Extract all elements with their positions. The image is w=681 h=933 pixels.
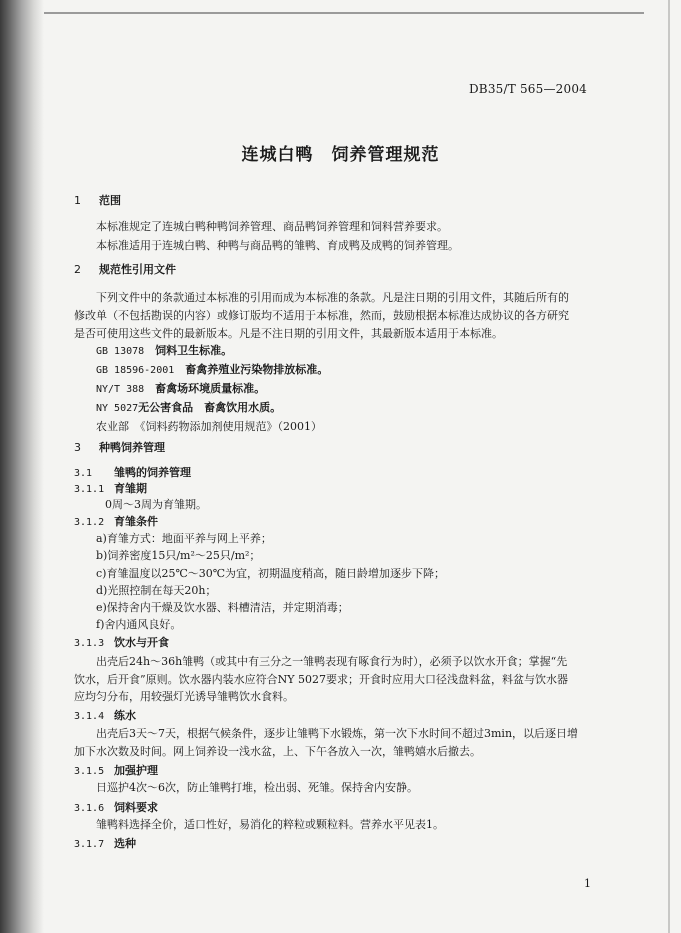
subsection-3-1-4-heading: 3.1.4 练水 xyxy=(74,709,136,722)
list-item: c)育雏温度以25℃～30℃为宜，初期温度稍高，随日龄增加逐步下降； xyxy=(96,567,446,580)
paragraph: 加下水次数及时间。网上饲养设一浅水盆，上、下午各放入一次，雏鸭嬉水后撤去。 xyxy=(74,745,481,758)
section-3-heading xyxy=(74,440,165,455)
section-number: 1 xyxy=(74,194,81,207)
section-number: 3 xyxy=(74,441,81,454)
reference-item: 农业部 《饲料药物添加剂使用规范》（2001） xyxy=(96,420,322,433)
reference-item: NY/T 388 畜禽场环境质量标准。 xyxy=(96,382,266,395)
list-item: b)饲养密度15只/m²～25只/m²； xyxy=(96,549,261,562)
list-item: d)光照控制在每天20h； xyxy=(96,584,217,597)
subsection-3-1-1-heading: 3.1.1 育雏期 xyxy=(74,482,147,495)
reference-item: GB 13078 饲料卫生标准。 xyxy=(96,344,233,357)
paragraph: 修改单（不包括勘误的内容）或修订版均不适用于本标准，然而，鼓励根据本标准达成协议的各方研究 xyxy=(74,309,569,322)
paragraph: 出壳后3天～7天，根据气候条件，逐步让雏鸭下水锻炼，第一次下水时间不超过3min，以后逐日增 xyxy=(96,727,579,740)
paragraph: 饮水，后开食”原则。饮水器内装水应符合NY 5027要求；开食时应用大口径浅盘料盆，料盆与饮水器 xyxy=(74,673,568,686)
paragraph: 雏鸭料选择全价，适口性好，易消化的粹粒或颗粒料。营养水平见表1。 xyxy=(96,818,444,831)
subsection-3-1-2-heading: 3.1.2 育雏条件 xyxy=(74,515,158,528)
paragraph: 本标准适用于连城白鸭、种鸭与商品鸭的雏鸭、育成鸭及成鸭的饲养管理。 xyxy=(96,239,459,252)
scan-top-edge xyxy=(44,12,644,14)
paragraph: 应均匀分布，用较强灯光诱导雏鸭饮水食料。 xyxy=(74,690,294,703)
list-item: f)舍内通风良好。 xyxy=(96,618,182,631)
paragraph: 本标准规定了连城白鸭种鸭饲养管理、商品鸭饲养管理和饲料营养要求。 xyxy=(96,220,448,233)
list-item: a)育雏方式：地面平养与网上平养； xyxy=(96,532,272,545)
document-code: DB35/T 565—2004 xyxy=(468,82,587,96)
subsection-3-1-7-heading: 3.1.7 选种 xyxy=(74,837,136,850)
section-number: 2 xyxy=(74,263,81,276)
reference-item: GB 18596-2001 畜禽养殖业污染物排放标准。 xyxy=(96,363,329,376)
subsection-3-1-5-heading: 3.1.5 加强护理 xyxy=(74,764,158,777)
subsection-3-1-3-heading: 3.1.3 饮水与开食 xyxy=(74,636,169,649)
paragraph: 0周～3周为育雏期。 xyxy=(105,498,207,511)
section-1-heading xyxy=(74,193,121,208)
paragraph: 出壳后24h～36h雏鸭（或其中有三分之一雏鸭表现有啄食行为时），必须予以饮水开食；掌握“先 xyxy=(96,655,568,668)
subsection-3-1-6-heading: 3.1.6 饲料要求 xyxy=(74,801,158,814)
paragraph: 日巡护4次～6次，防止雏鸭打堆，检出弱、死雏。保持舍内安静。 xyxy=(96,781,418,794)
paragraph: 是否可使用这些文件的最新版本。凡是不注日期的引用文件，其最新版本适用于本标准。 xyxy=(74,327,503,340)
document-title: 连城白鸭 饲养管理规范 xyxy=(241,145,440,165)
subsection-3-1-heading: 3.1 雏鸭的饲养管理 xyxy=(74,466,191,479)
paragraph: 下列文件中的条款通过本标准的引用而成为本标准的条款。凡是注日期的引用文件，其随后所有的 xyxy=(96,291,569,304)
section-title: 规范性引用文件 xyxy=(99,263,176,276)
section-title: 种鸭饲养管理 xyxy=(99,441,165,454)
list-item: e)保持舍内干燥及饮水器、料槽清洁，并定期消毒； xyxy=(96,601,349,614)
reference-item: NY 5027无公害食品 畜禽饮用水质。 xyxy=(96,401,282,414)
section-title: 范围 xyxy=(99,194,121,207)
section-2-heading xyxy=(74,262,176,277)
page-number: 1 xyxy=(584,877,591,890)
